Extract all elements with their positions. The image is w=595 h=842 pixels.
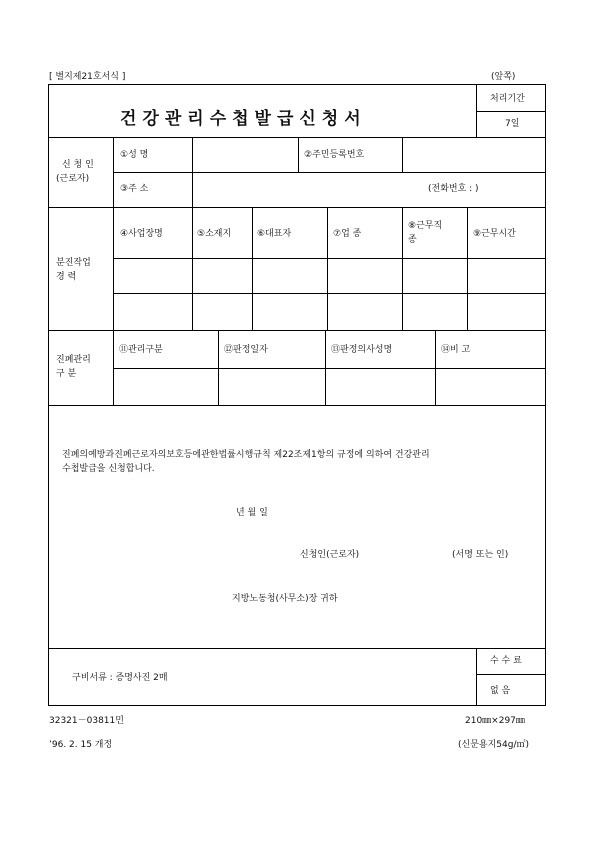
statement-line-2: 수첩발급을 신청합니다. <box>62 464 155 474</box>
career-col-representative: ⑥대표자 <box>257 229 292 239</box>
required-documents: 구비서류 : 증명사진 2매 <box>72 673 168 683</box>
divider <box>476 84 477 137</box>
divider <box>48 330 546 331</box>
divider <box>192 207 193 330</box>
statement-line-1: 진폐의예방과진폐근로자의보호등에관한법률시행규칙 제22조제1항의 규정에 의하여 건강관리 <box>62 450 430 460</box>
divider <box>48 137 546 138</box>
applicant-signature-label: 신청인(근로자) <box>300 550 360 560</box>
form-code: 32321－03811민 <box>49 716 124 726</box>
sign-or-seal: (서명 또는 인) <box>452 550 509 560</box>
name-label: ①성 명 <box>120 150 149 160</box>
health-col-doctor: ⑬판정의사성명 <box>331 345 393 355</box>
divider <box>325 330 326 405</box>
divider <box>48 405 546 406</box>
health-col-classification: ⑪관리구분 <box>119 345 163 355</box>
date-line: 년 월 일 <box>236 508 268 518</box>
divider <box>192 137 193 207</box>
divider <box>48 648 546 649</box>
divider <box>402 137 403 172</box>
form-frame <box>48 84 546 706</box>
divider <box>218 330 219 405</box>
divider <box>113 293 546 294</box>
divider <box>476 674 546 675</box>
divider <box>402 207 403 330</box>
career-col-industry: ⑦업 종 <box>333 229 362 239</box>
processing-value: 7일 <box>505 119 520 129</box>
health-col-remarks: ⑭비 고 <box>441 345 471 355</box>
divider <box>327 207 328 330</box>
paper-type: (신문용지54g/㎡) <box>458 740 529 750</box>
divider <box>113 172 546 173</box>
health-col-date: ⑫판정일자 <box>224 345 268 355</box>
rrn-label: ②주민등록번호 <box>304 150 365 160</box>
divider <box>298 137 299 172</box>
revision-date: ’96. 2. 15 개정 <box>49 740 113 750</box>
processing-label: 처리기간 <box>490 94 525 104</box>
divider <box>435 330 436 405</box>
addressee: 지방노동청(사무소)장 귀하 <box>232 594 338 604</box>
career-col-job-type: ⑧근무직 <box>408 221 443 231</box>
career-col-location: ⑤소재지 <box>197 229 232 239</box>
career-col-hours: ⑨근무시간 <box>473 229 516 239</box>
page-side-label: (앞쪽) <box>491 72 516 82</box>
career-col-workplace: ④사업장명 <box>120 229 163 239</box>
divider <box>48 207 546 208</box>
applicant-section-title: 신 청 인 <box>62 160 94 170</box>
divider <box>252 207 253 330</box>
address-label: ③주 소 <box>120 184 149 194</box>
divider <box>476 648 477 706</box>
applicant-section-subtitle: (근로자) <box>56 174 90 184</box>
divider <box>113 137 114 405</box>
career-section-title: 분진작업 <box>56 258 91 268</box>
fee-label: 수 수 료 <box>490 656 522 666</box>
divider <box>113 368 546 369</box>
fee-value: 없 음 <box>490 686 511 696</box>
paper-size: 210㎜×297㎜ <box>465 716 525 726</box>
divider <box>113 258 546 259</box>
career-section-subtitle: 경 력 <box>56 272 77 282</box>
health-section-subtitle: 구 분 <box>56 369 77 379</box>
health-section-title: 진폐관리 <box>56 355 91 365</box>
career-col-job-type-cont: 종 <box>408 235 417 245</box>
divider <box>467 207 468 330</box>
form-title: 건강관리수첩발급신청서 <box>120 109 367 129</box>
divider <box>476 111 546 112</box>
form-number: [ 별지제21호서식 ] <box>49 72 126 82</box>
phone-label: (전화번호 : ) <box>428 184 479 194</box>
